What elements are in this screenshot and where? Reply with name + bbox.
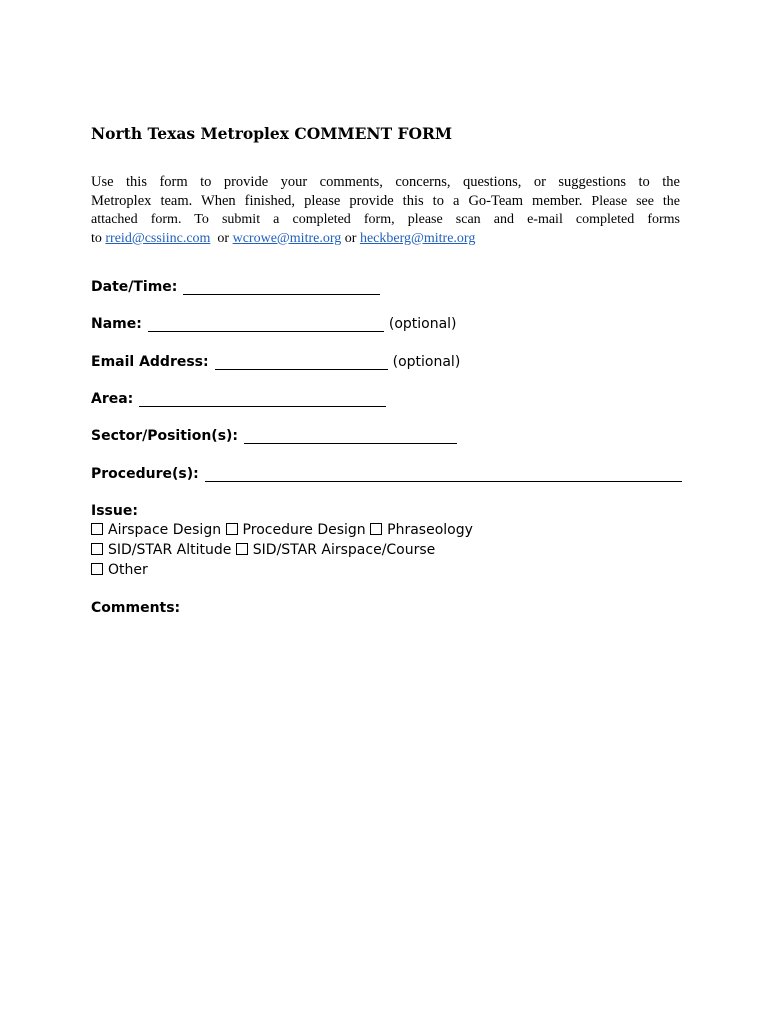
checkbox-icon[interactable]	[91, 523, 103, 535]
email-link-rreid[interactable]: rreid@cssiinc.com	[105, 230, 211, 246]
issue-option-airspace-design[interactable]	[91, 522, 221, 538]
sector-field	[91, 428, 457, 444]
email-link-wcrowe[interactable]: wcrowe@mitre.org	[232, 230, 342, 246]
option-label: Procedure Design	[242, 522, 366, 538]
area-label: Area:	[91, 391, 134, 407]
datetime-field	[91, 279, 380, 295]
checkbox-icon[interactable]	[91, 563, 103, 575]
issue-option-sid-star-altitude[interactable]	[91, 542, 231, 558]
sector-blank[interactable]	[244, 429, 457, 444]
email-blank[interactable]	[215, 355, 388, 370]
issue-option-other[interactable]	[91, 562, 148, 578]
intro-paragraph	[91, 173, 680, 248]
email-link-heckberg[interactable]: heckberg@mitre.org	[359, 230, 476, 246]
checkbox-icon[interactable]	[370, 523, 382, 535]
name-label: Name:	[91, 316, 142, 332]
name-optional-hint: (optional)	[388, 316, 457, 332]
intro-line-4	[91, 230, 680, 249]
intro-line-2-main: Metroplex team. When finished, please provide this to a Go-Team member.	[91, 192, 583, 209]
intro-to-text: to	[91, 230, 102, 246]
datetime-blank[interactable]	[183, 280, 380, 295]
or-text-2: or	[344, 230, 357, 246]
option-label: SID/STAR Airspace/Course	[252, 542, 436, 558]
issue-option-sid-star-airspace-course[interactable]	[236, 542, 436, 558]
datetime-label: Date/Time:	[91, 279, 178, 295]
issue-label: Issue:	[91, 503, 138, 519]
issue-row-1	[91, 522, 473, 538]
procedure-blank[interactable]	[205, 467, 682, 482]
issue-option-phraseology[interactable]	[370, 522, 473, 538]
checkbox-icon[interactable]	[236, 543, 248, 555]
area-field	[91, 391, 386, 407]
intro-line-2	[91, 192, 680, 212]
procedure-label: Procedure(s):	[91, 466, 199, 482]
option-label: Airspace Design	[108, 522, 222, 538]
email-label: Email Address:	[91, 354, 209, 370]
option-label: Phraseology	[387, 522, 473, 538]
option-label: Other	[108, 562, 148, 578]
issue-row-2	[91, 542, 435, 558]
sector-label: Sector/Position(s):	[91, 428, 239, 444]
email-field	[91, 354, 460, 370]
name-blank[interactable]	[148, 317, 384, 332]
checkbox-icon[interactable]	[91, 543, 103, 555]
comments-label: Comments:	[91, 600, 181, 616]
issue-option-procedure-design[interactable]	[226, 522, 366, 538]
or-text-1: or	[217, 230, 230, 246]
procedure-field	[91, 466, 682, 482]
intro-line-3: attached form. To submit a completed form, please scan and e-mail completed forms	[91, 212, 680, 227]
option-label: SID/STAR Altitude	[108, 542, 232, 558]
intro-line-1: Use this form to provide your comments, concerns, questions, or suggestions to the	[91, 174, 680, 190]
intro-line-2-tail: Please see the	[591, 193, 680, 209]
issue-row-3	[91, 562, 148, 578]
email-optional-hint: (optional)	[392, 354, 461, 370]
checkbox-icon[interactable]	[226, 523, 238, 535]
name-field	[91, 316, 457, 332]
area-blank[interactable]	[139, 392, 386, 407]
form-title: North Texas Metroplex COMMENT FORM	[91, 124, 453, 143]
